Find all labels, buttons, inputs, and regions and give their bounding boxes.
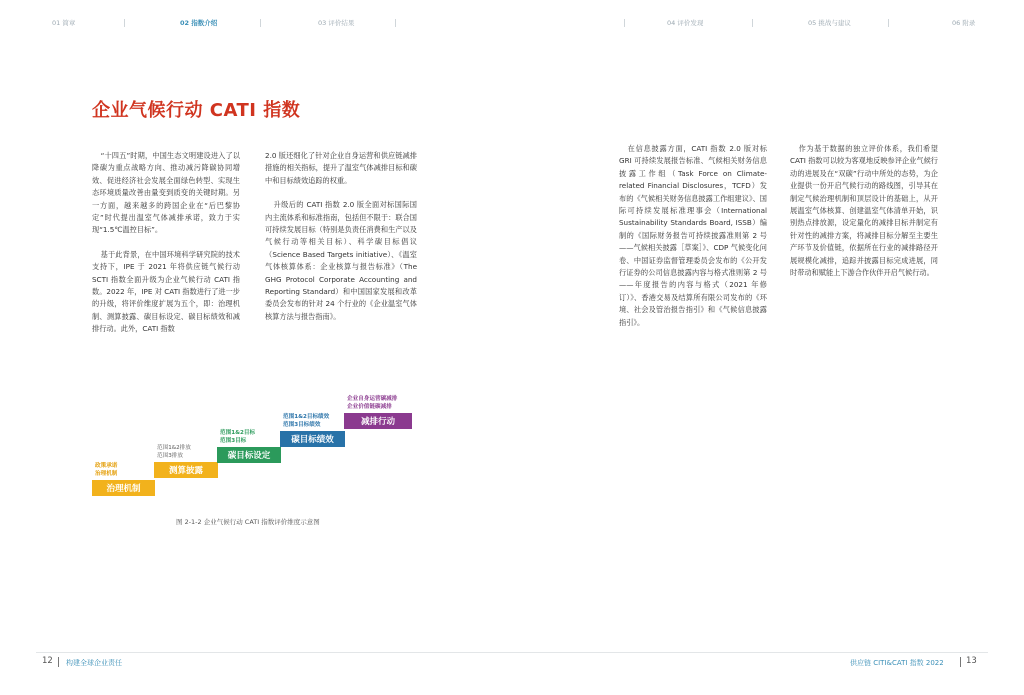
sublabel-line: 政策承诺	[95, 463, 118, 469]
sublabel-line: 企业价值链碳减排	[347, 403, 392, 410]
paragraph: “十四五”时期，中国生态文明建设进入了以降碳为重点战略方向、推动减污降碳协同增效、促进经济社会发展全面绿色转型、实现生态环境质量改善由量变到质变的关键时期。另一方面，越来越多的跨国企业在“后巴黎协定”时代提出温室气体减排承诺，致力于实现“1.5℃温控目标”。	[92, 151, 240, 235]
step-governance: 治理机制	[92, 480, 155, 496]
top-nav	[0, 16, 1024, 30]
footer-separator	[58, 657, 59, 667]
cati-dimension-diagram	[92, 390, 432, 500]
paragraph: 在信息披露方面，CATI 指数 2.0 版对标 GRI 可持续发展报告标准、气候相关财务信息披露工作组（Task Force on Climate-related Financial Disclosures，TCFD）发布的《气候相关财务信息披露工作组建议》、国际可持续发展标准理事会（International Sustainability Standards Board, ISSB）编制的《国际财务报告可持续披露准则第 2 号——气候相关披露［草案］》、CDP 气候变化问卷、中国证券监督管理委员会发布的《公开发行证券的公司信息披露内容与格式准则第 2 号——年度报告的内容与格式（2021 年修订）》、香港交易及结算所有限公司发布的《环境、社会及管治报告指引》和《气候信息披露指引》。	[619, 144, 767, 327]
footer-separator	[960, 657, 961, 667]
nav-item-appendix[interactable]: 06 附录	[952, 19, 976, 27]
sublabel-line: 范围3目标	[220, 437, 247, 444]
text-column-4	[790, 143, 938, 279]
paragraph: 2.0 版还细化了针对企业自身运营和供应链减排措施的相关指标，提升了温室气体减排目标和碳中和目标绩效追踪的权重。	[265, 151, 417, 185]
step-measurement: 测算披露	[154, 462, 218, 478]
sublabel-line: 范围3排放	[157, 452, 183, 459]
step-reduction-action: 减排行动	[344, 413, 412, 429]
paragraph: 升级后的 CATI 指数 2.0 版全面对标国际国内主流体系和标准指南，包括但不限于：联合国可持续发展目标（特别是负责任消费和生产以及气候行动等相关目标）、科学碳目标倡议（Science Based Targets initiative）、《温室气体核算体系：企业核算与报告标准》（The GHG Protocol Corporate Accounting and Reporting Standard）和中国国家发展和改革委员会发布的针对 24 个行业的《企业温室气体核算方法与报告指南》。	[265, 200, 417, 321]
sublabel-line: 范围1&2排放	[157, 445, 191, 451]
footer-divider	[36, 652, 988, 653]
nav-item-challenges[interactable]: 05 挑战与建议	[808, 19, 851, 27]
page-title: 企业气候行动 CATI 指数	[92, 100, 301, 121]
text-column-1	[92, 150, 240, 336]
nav-separator	[624, 19, 625, 27]
step-governance-sublabel	[95, 463, 117, 478]
sublabel-line: 范围3目标绩效	[283, 421, 321, 428]
nav-item-intro[interactable]: 01 简章	[52, 19, 76, 27]
right-footer-text: 供应链 CITI&CATI 指数 2022	[850, 659, 944, 667]
left-footer-text: 构建全球企业责任	[66, 659, 122, 667]
nav-separator	[752, 19, 753, 27]
paragraph: 作为基于数据的独立评价体系，我们希望 CATI 指数可以较为客观地反映参评企业气候行动的进展及在“双碳”行动中所处的态势，为企业提供一份开启气候行动的路线图，引导其在制定气候治理机制和顶层设计的基础上，从开展温室气体核算、创建温室气体清单开始，识别热点排放源，设定量化的减排目标并制定有针对性的减排方案，将减排目标分解至主要生产环节及价值链，依据所在行业的减排路径开展规模化减排，追踪并披露目标完成进展，同时带动和赋能上下游合作伙伴开启气候行动。	[790, 144, 938, 278]
paragraph: 基于此背景，在中国环境科学研究院的技术支持下，IPE 于 2021 年将供应链气候行动 SCTI 指数全面升级为企业气候行动 CATI 指数。2022 年，IPE 对 CATI 指数进行了进一步的升级，将评价维度扩展为五个，即：治理机制、测算披露、碳目标设定、碳目标绩效和减排行动。此外，CATI 指数	[92, 249, 240, 334]
left-page-number: 12	[42, 656, 53, 666]
nav-item-findings[interactable]: 04 评价发现	[667, 19, 704, 27]
nav-separator	[124, 19, 125, 27]
nav-item-index[interactable]: 02 指数介绍	[180, 19, 218, 27]
step-target-performance-sublabel	[283, 414, 329, 429]
nav-separator	[395, 19, 396, 27]
sublabel-line: 治理机制	[95, 470, 118, 477]
text-column-2	[265, 150, 417, 323]
step-target-setting: 碳目标设定	[217, 447, 281, 463]
nav-separator	[888, 19, 889, 27]
right-page-number: 13	[966, 656, 977, 666]
figure-caption: 图 2-1-2 企业气候行动 CATI 指数评价维度示意图	[176, 518, 320, 526]
step-reduction-action-sublabel	[347, 396, 397, 411]
nav-separator	[260, 19, 261, 27]
step-target-setting-sublabel	[220, 430, 255, 445]
step-target-performance: 碳目标绩效	[280, 431, 345, 447]
sublabel-line: 范围1&2目标	[220, 430, 256, 436]
nav-item-results[interactable]: 03 评价结果	[318, 19, 355, 27]
sublabel-line: 范围1&2目标绩效	[283, 414, 330, 420]
text-column-3	[619, 143, 767, 329]
sublabel-line: 企业自身运营碳减排	[347, 396, 398, 402]
step-measurement-sublabel	[157, 445, 191, 460]
